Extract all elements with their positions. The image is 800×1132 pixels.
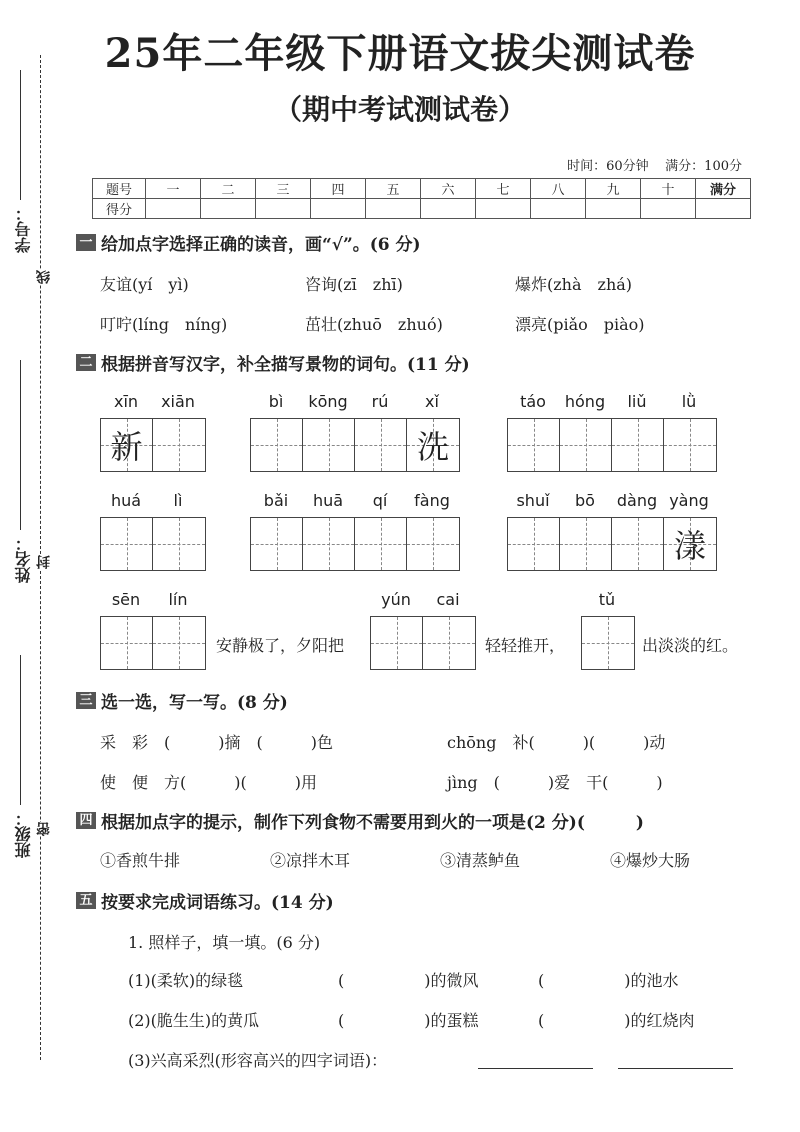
- pinyin-label: yún: [381, 590, 411, 609]
- tianzige-cell[interactable]: [612, 419, 664, 471]
- pinyin-label: xiān: [161, 392, 195, 411]
- tianzige-cell[interactable]: [664, 419, 716, 471]
- section-3-heading: [76, 688, 288, 713]
- score-cell[interactable]: [531, 199, 586, 219]
- pinyin-label: lín: [168, 590, 188, 609]
- s3-row[interactable]: jìng ( )爱 干( ): [447, 773, 663, 792]
- score-cell[interactable]: [201, 199, 256, 219]
- s4-option[interactable]: ①香煎牛排: [100, 851, 181, 870]
- tianzige-cell[interactable]: [355, 419, 407, 471]
- tianzige-grid: [581, 616, 635, 670]
- tianzige-cell[interactable]: [560, 419, 612, 471]
- s5-r1-blank[interactable]: ( )的微风: [338, 971, 479, 990]
- cell-character: [508, 419, 559, 471]
- tianzige-cell[interactable]: [508, 419, 560, 471]
- score-header-cell: 七: [476, 179, 531, 199]
- section-2-title: 根据拼音写汉字，补全描写景物的词句。(11 分): [101, 355, 470, 375]
- cell-character: [582, 617, 634, 669]
- score-header-cell: 满分: [696, 179, 751, 199]
- score-cell[interactable]: [641, 199, 696, 219]
- s5-r3-blank-1[interactable]: [478, 1068, 593, 1069]
- cell-character: [355, 419, 406, 471]
- page-subtitle: （期中考试测试卷）: [273, 93, 526, 126]
- score-header-cell: 三: [256, 179, 311, 199]
- cell-character: [153, 419, 205, 471]
- pinyin-label: qí: [372, 491, 388, 510]
- score-cell[interactable]: [586, 199, 641, 219]
- s5-r2-blank[interactable]: ( )的蛋糕: [338, 1011, 479, 1030]
- pinyin-label: xīn: [113, 392, 139, 411]
- section-1-heading: [76, 230, 421, 255]
- s3-row[interactable]: 采 彩 ( )摘 ( )色: [100, 733, 333, 752]
- section-5-heading: [76, 888, 334, 913]
- s2-sentence-part: 出淡淡的红。: [642, 636, 739, 655]
- s1-item[interactable]: 茁壮(zhuō zhuó): [305, 315, 443, 334]
- pinyin-label: shuǐ: [516, 491, 550, 510]
- pinyin-label: dàng: [616, 491, 658, 510]
- s5-question-1: 1. 照样子，填一填。(6 分): [128, 933, 321, 952]
- tianzige-cell[interactable]: [407, 419, 459, 471]
- tianzige-grid: [100, 418, 206, 472]
- tianzige-cell[interactable]: [371, 617, 423, 669]
- s1-item[interactable]: 叮咛(líng níng): [100, 315, 228, 334]
- pinyin-label: yàng: [669, 491, 709, 510]
- s4-option[interactable]: ④爆炒大肠: [610, 851, 691, 870]
- tianzige-grid: [100, 616, 206, 670]
- xian-label: 线: [36, 270, 52, 284]
- s1-item[interactable]: 漂亮(piǎo piào): [515, 315, 645, 334]
- tianzige-cell[interactable]: [423, 617, 475, 669]
- s1-item[interactable]: 友谊(yí yì): [100, 275, 189, 294]
- score-header-cell: 四: [311, 179, 366, 199]
- tianzige-cell[interactable]: [153, 617, 205, 669]
- s5-r2-example: (2)(脆生生)的黄瓜: [128, 1011, 260, 1030]
- tianzige-cell[interactable]: [303, 419, 355, 471]
- cell-character: [407, 518, 459, 570]
- cell-character: [153, 617, 205, 669]
- cell-character: 洗: [416, 428, 449, 466]
- tianzige-grid: [250, 418, 460, 472]
- pinyin-label: lǜ: [681, 392, 697, 411]
- banji-blank[interactable]: [20, 655, 21, 805]
- s4-option[interactable]: ②凉拌木耳: [270, 851, 351, 870]
- cell-character: [560, 518, 611, 570]
- mi-label: 密: [36, 822, 52, 836]
- tianzige-cell[interactable]: [407, 518, 459, 570]
- section-2-badge: 二: [76, 354, 96, 371]
- s1-item[interactable]: 爆炸(zhà zhá): [515, 275, 633, 294]
- pinyin-label: fàng: [414, 491, 450, 510]
- tianzige-grid: [507, 517, 717, 571]
- s4-option[interactable]: ③清蒸鲈鱼: [440, 851, 521, 870]
- feng-label: 封: [36, 555, 52, 569]
- pinyin-label: lì: [173, 491, 183, 510]
- tianzige-grid: [100, 517, 206, 571]
- pinyin-label: liǔ: [627, 392, 647, 411]
- tianzige-cell[interactable]: [101, 617, 153, 669]
- score-cell[interactable]: [476, 199, 531, 219]
- section-4-badge: 四: [76, 812, 96, 829]
- pinyin-label: cai: [436, 590, 460, 609]
- s5-r1-example: (1)(柔软)的绿毯: [128, 971, 244, 990]
- score-cell[interactable]: [696, 199, 751, 219]
- tianzige-grid: [370, 616, 476, 670]
- cell-character: [664, 419, 716, 471]
- score-cell[interactable]: [421, 199, 476, 219]
- tianzige-cell[interactable]: [251, 518, 303, 570]
- cell-character: [560, 419, 611, 471]
- tianzige-grid: [250, 517, 460, 571]
- s5-r2-blank[interactable]: ( )的红烧肉: [538, 1011, 695, 1030]
- s2-sentence-part: 轻轻推开，: [485, 636, 566, 655]
- section-2-heading: [76, 350, 470, 375]
- tianzige-cell[interactable]: [153, 518, 205, 570]
- tianzige-cell[interactable]: [101, 518, 153, 570]
- page-title: 25年二年级下册语文拔尖测试卷: [104, 30, 696, 77]
- cell-character: [508, 518, 559, 570]
- tianzige-cell[interactable]: [582, 617, 634, 669]
- cell-character: [355, 518, 406, 570]
- section-4-heading: [76, 808, 644, 833]
- cell-character: 漾: [673, 527, 706, 565]
- pinyin-label: hóng: [564, 392, 606, 411]
- tianzige-cell[interactable]: [560, 518, 612, 570]
- score-cell[interactable]: [311, 199, 366, 219]
- section-1-badge: 一: [76, 234, 96, 251]
- section-5-badge: 五: [76, 892, 96, 909]
- tianzige-cell[interactable]: [303, 518, 355, 570]
- cell-character: [303, 518, 354, 570]
- tianzige-cell[interactable]: [355, 518, 407, 570]
- pinyin-label: huá: [110, 491, 142, 510]
- score-cell[interactable]: [366, 199, 421, 219]
- exam-time: 时间：60分钟: [567, 159, 649, 174]
- pinyin-label: kōng: [308, 392, 348, 411]
- tianzige-cell[interactable]: [612, 518, 664, 570]
- s5-r3: (3)兴高采烈(形容高兴的四字词语)：: [128, 1051, 388, 1070]
- cell-character: [251, 419, 302, 471]
- score-table-header-row: [93, 179, 751, 199]
- section-3-title: 选一选，写一写。(8 分): [101, 693, 288, 713]
- cell-character: [612, 518, 663, 570]
- section-5-title: 按要求完成词语练习。(14 分): [101, 893, 334, 913]
- pinyin-label: rú: [371, 392, 389, 411]
- tianzige-grid: [507, 418, 717, 472]
- cell-character: [303, 419, 354, 471]
- tianzige-cell[interactable]: [153, 419, 205, 471]
- score-header-cell: 一: [146, 179, 201, 199]
- tianzige-cell[interactable]: [508, 518, 560, 570]
- score-table: [92, 178, 751, 219]
- score-header-cell: 五: [366, 179, 421, 199]
- score-table-score-row: [93, 199, 751, 219]
- binding-strip: [0, 0, 60, 1132]
- section-4-title: 根据加点字的提示，制作下列食物不需要用到火的一项是(2 分)( ): [101, 813, 644, 833]
- pinyin-label: huā: [312, 491, 344, 510]
- s3-row[interactable]: chōng 补( )( )动: [447, 733, 666, 752]
- s5-r3-blank-2[interactable]: [618, 1068, 733, 1069]
- exam-meta: [567, 155, 742, 174]
- cell-character: [423, 617, 475, 669]
- score-header-cell: 题号: [93, 179, 146, 199]
- pinyin-label: bì: [268, 392, 284, 411]
- cell-character: [153, 518, 205, 570]
- cell-character: [251, 518, 302, 570]
- s5-r1-blank[interactable]: ( )的池水: [538, 971, 679, 990]
- s1-item[interactable]: 咨询(zī zhī): [305, 275, 403, 294]
- tianzige-cell[interactable]: [101, 419, 153, 471]
- pinyin-label: sēn: [111, 590, 141, 609]
- pinyin-label: táo: [520, 392, 546, 411]
- cell-character: [371, 617, 422, 669]
- banji-label: 班级：: [14, 810, 33, 858]
- pinyin-label: bǎi: [263, 491, 289, 510]
- tianzige-cell[interactable]: [251, 419, 303, 471]
- section-3-badge: 三: [76, 692, 96, 709]
- cell-character: [612, 419, 663, 471]
- xingming-blank[interactable]: [20, 360, 21, 530]
- score-cell[interactable]: [146, 199, 201, 219]
- xingming-label: 姓名：: [14, 535, 33, 583]
- score-header-cell: 二: [201, 179, 256, 199]
- exam-full-score: 满分：100分: [665, 159, 742, 174]
- score-cell[interactable]: [256, 199, 311, 219]
- tianzige-cell[interactable]: [664, 518, 716, 570]
- cell-character: 新: [110, 428, 143, 466]
- score-row-label: 得分: [93, 199, 146, 219]
- pinyin-label: bō: [575, 491, 595, 510]
- score-header-cell: 九: [586, 179, 641, 199]
- pinyin-label: tǔ: [598, 590, 616, 609]
- xuehao-label: 学号：: [14, 205, 33, 253]
- score-header-cell: 六: [421, 179, 476, 199]
- s3-row[interactable]: 使 便 方( )( )用: [100, 773, 317, 792]
- pinyin-label: xǐ: [425, 392, 439, 411]
- cell-character: [101, 617, 152, 669]
- score-header-cell: 十: [641, 179, 696, 199]
- section-1-title: 给加点字选择正确的读音，画“√”。(6 分): [101, 235, 421, 255]
- cell-character: [101, 518, 152, 570]
- score-header-cell: 八: [531, 179, 586, 199]
- s2-sentence-part: 安静极了，夕阳把: [216, 636, 345, 655]
